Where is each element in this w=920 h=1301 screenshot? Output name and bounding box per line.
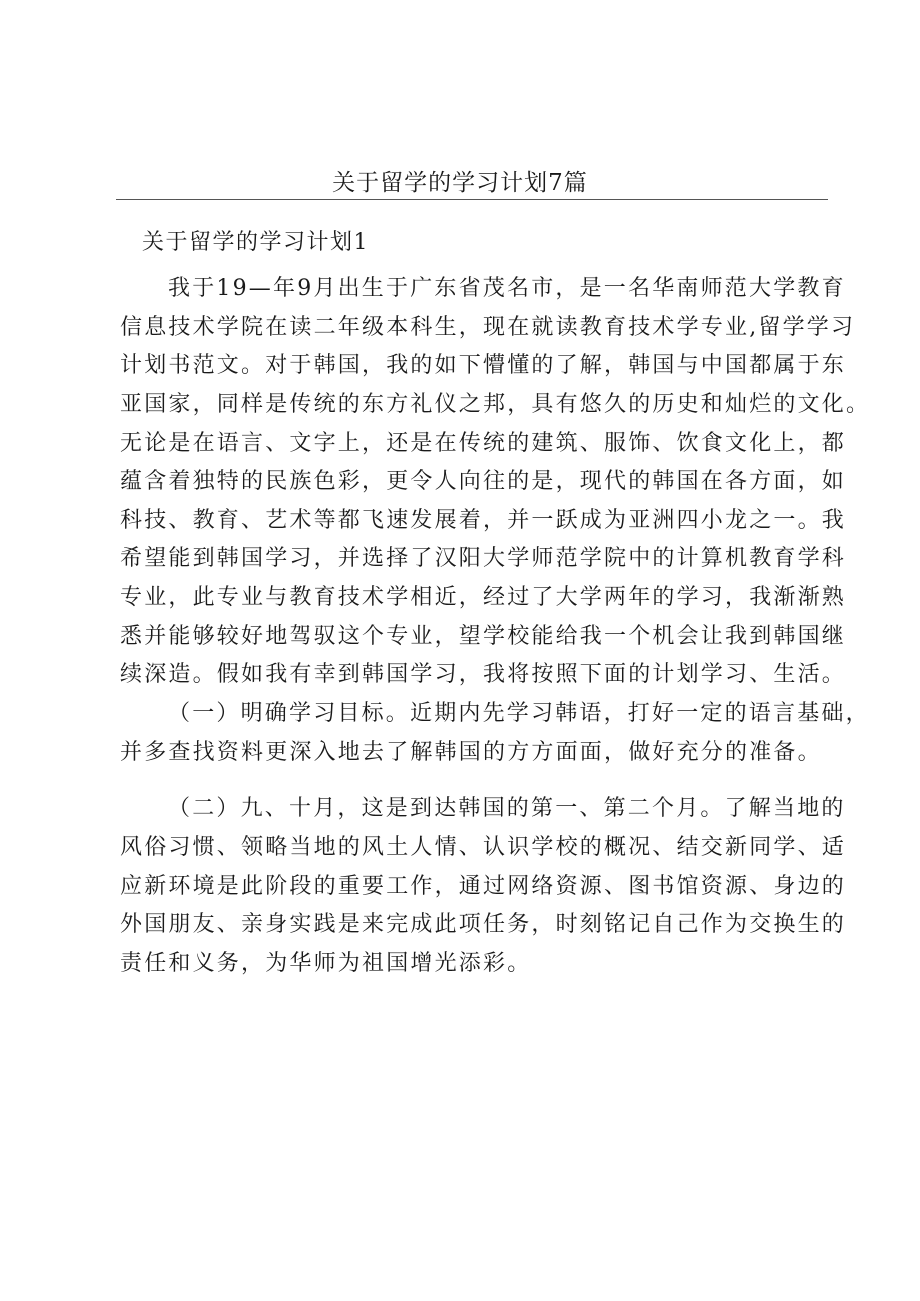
text-line: （一）明确学习目标。近期内先学习韩语，打好一定的语言基础， (168, 701, 870, 727)
paragraph-3 (120, 790, 847, 983)
text-line: 计划书范文。对于韩国，我的如下懵懂的了解，韩国与中国都属于东 (120, 353, 847, 379)
text-line: 蕴含着独特的民族色彩，更令人向往的是，现代的韩国在各方面，如 (120, 469, 847, 495)
text-line: 风俗习惯、领略当地的风土人情、认识学校的概况、结交新同学、适 (120, 834, 847, 860)
text-line: 科技、教育、艺术等都飞速发展着，并一跃成为亚洲四小龙之一。我 (120, 507, 847, 533)
text-line: 专业，此专业与教育技术学相近，经过了大学两年的学习，我渐渐熟 (120, 585, 847, 611)
document-title: 关于留学的学习计划7篇 (332, 170, 588, 196)
text-line: 无论是在语言、文字上，还是在传统的建筑、服饰、饮食文化上，都 (120, 430, 847, 456)
text-line: 应新环境是此阶段的重要工作，通过网络资源、图书馆资源、身边的 (120, 873, 847, 899)
paragraph-2 (120, 695, 870, 772)
text-line: 信息技术学院在读二年级本科生，现在就读教育技术学专业,留学学习 (120, 314, 856, 340)
text-line: 外国朋友、亲身实践是来完成此项任务，时刻铭记自己作为交换生的 (120, 912, 847, 938)
text-line: 我于19—年9月出生于广东省茂名市，是一名华南师范大学教育 (168, 276, 846, 301)
paragraph-1 (120, 270, 871, 695)
text-line: 希望能到韩国学习，并选择了汉阳大学师范学院中的计算机教育学科 (120, 546, 847, 572)
text-line: （二）九、十月，这是到达韩国的第一、第二个月。了解当地的 (168, 796, 846, 822)
section-heading: 关于留学的学习计划1 (142, 230, 369, 255)
title-underline (116, 199, 828, 200)
text-line: 并多查找资料更深入地去了解韩国的方方面面，做好充分的准备。 (120, 739, 822, 765)
document-body (120, 224, 871, 984)
text-line: 续深造。假如我有幸到韩国学习，我将按照下面的计划学习、生活。 (120, 662, 847, 688)
text-line: 责任和义务，为华师为祖国增光添彩。 (120, 950, 532, 976)
text-line: 悉并能够较好地驾驭这个专业，望学校能给我一个机会让我到韩国继 (120, 623, 847, 649)
text-line: 亚国家，同样是传统的东方礼仪之邦，具有悠久的历史和灿烂的文化。 (120, 391, 871, 417)
